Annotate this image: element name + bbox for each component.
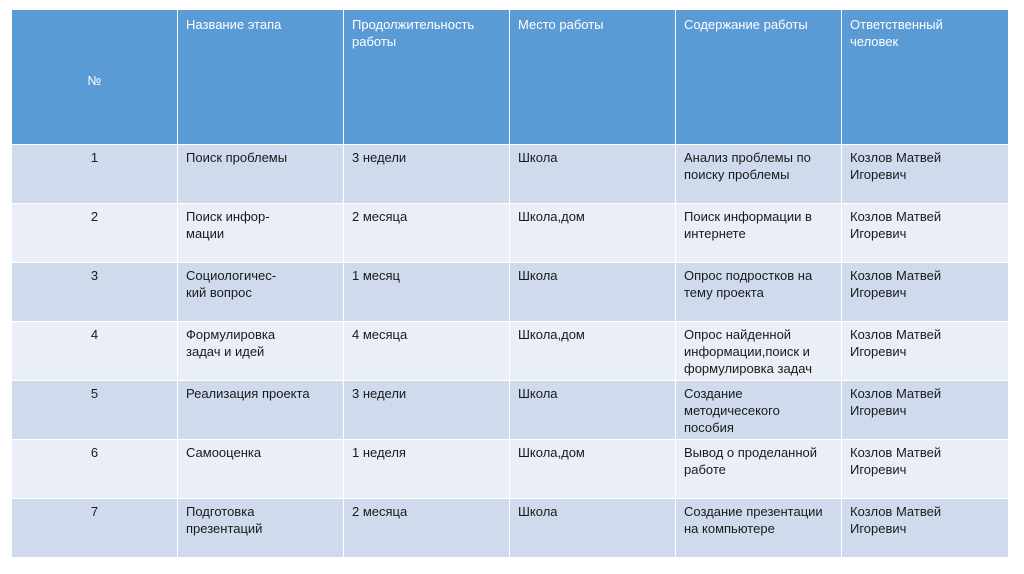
cell-duration: 3 недели (344, 145, 510, 204)
table-header (12, 10, 1009, 145)
cell-work-content: Поиск информации в интернете (676, 204, 842, 263)
cell-number: 7 (12, 499, 178, 558)
cell-duration: 4 месяца (344, 322, 510, 381)
cell-work-content: Опрос подростков на тему проекта (676, 263, 842, 322)
cell-workplace: Школа (510, 145, 676, 204)
cell-stage-name: Поиск проблемы (178, 145, 344, 204)
header-row (12, 10, 1009, 145)
cell-responsible: Козлов Матвей Игоревич (842, 381, 1009, 440)
cell-responsible: Козлов Матвей Игоревич (842, 322, 1009, 381)
project-plan-table (11, 9, 1009, 558)
cell-number: 5 (12, 381, 178, 440)
cell-duration: 3 недели (344, 381, 510, 440)
cell-number: 4 (12, 322, 178, 381)
table-row (12, 263, 1009, 322)
cell-work-content: Опрос найденной информации,поиск и формулировка задач (676, 322, 842, 381)
cell-stage-name: Формулировка задач и идей (178, 322, 344, 381)
cell-workplace: Школа,дом (510, 204, 676, 263)
table-row (12, 204, 1009, 263)
cell-number: 2 (12, 204, 178, 263)
cell-duration: 2 месяца (344, 499, 510, 558)
cell-duration: 1 месяц (344, 263, 510, 322)
cell-responsible: Козлов Матвей Игоревич (842, 499, 1009, 558)
cell-duration: 2 месяца (344, 204, 510, 263)
cell-number: 6 (12, 440, 178, 499)
cell-stage-name: Поиск инфор- мации (178, 204, 344, 263)
cell-duration: 1 неделя (344, 440, 510, 499)
cell-stage-name: Социологичес- кий вопрос (178, 263, 344, 322)
cell-responsible: Козлов Матвей Игоревич (842, 145, 1009, 204)
cell-stage-name: Самооценка (178, 440, 344, 499)
cell-stage-name: Реализация проекта (178, 381, 344, 440)
cell-responsible: Козлов Матвей Игоревич (842, 440, 1009, 499)
table-row (12, 145, 1009, 204)
header-workplace: Место работы (510, 10, 676, 145)
cell-work-content: Анализ проблемы по поиску проблемы (676, 145, 842, 204)
cell-work-content: Создание методичесекого пособия (676, 381, 842, 440)
cell-stage-name: Подготовка презентаций (178, 499, 344, 558)
cell-responsible: Козлов Матвей Игоревич (842, 263, 1009, 322)
cell-workplace: Школа,дом (510, 322, 676, 381)
cell-workplace: Школа (510, 499, 676, 558)
cell-work-content: Создание презентации на компьютере (676, 499, 842, 558)
table-row (12, 499, 1009, 558)
header-responsible: Ответственный человек (842, 10, 1009, 145)
header-number: № (12, 10, 178, 145)
table-body (12, 145, 1009, 558)
table-row (12, 440, 1009, 499)
table-row (12, 322, 1009, 381)
cell-workplace: Школа (510, 381, 676, 440)
cell-number: 3 (12, 263, 178, 322)
cell-responsible: Козлов Матвей Игоревич (842, 204, 1009, 263)
table-row (12, 381, 1009, 440)
cell-workplace: Школа,дом (510, 440, 676, 499)
header-work-content: Содержание работы (676, 10, 842, 145)
cell-number: 1 (12, 145, 178, 204)
header-stage-name: Название этапа (178, 10, 344, 145)
cell-work-content: Вывод о проделанной работе (676, 440, 842, 499)
cell-workplace: Школа (510, 263, 676, 322)
header-duration: Продолжительность работы (344, 10, 510, 145)
